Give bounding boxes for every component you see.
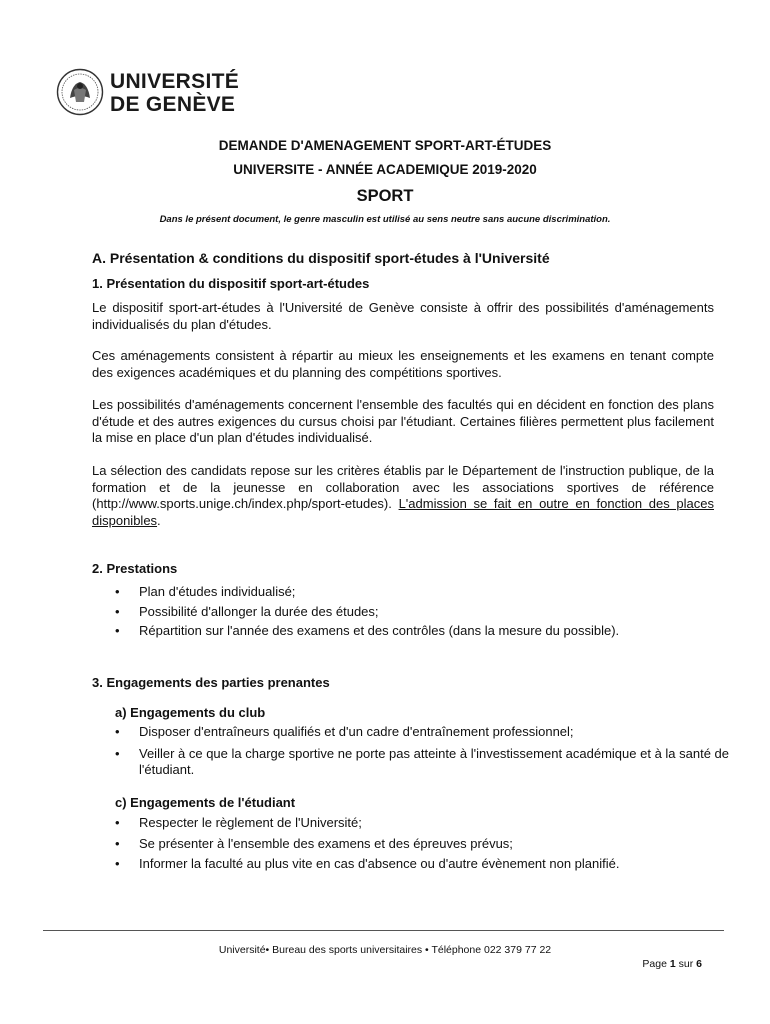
list-item: • Possibilité d'allonger la durée des études; (92, 604, 732, 621)
logo-line-1: UNIVERSITÉ (110, 70, 240, 93)
prestations-list (92, 584, 732, 640)
footer-contact: Université• Bureau des sports universitaires • Téléphone 022 379 77 22 (218, 944, 552, 956)
document-title: DEMANDE D'AMENAGEMENT SPORT-ART-ÉTUDES (218, 138, 552, 153)
list-item: • Informer la faculté au plus vite en cas d'absence ou d'autre évènement non planifié. (92, 856, 732, 873)
admission-note: L'admission se fait en outre en fonction des places disponibles (92, 496, 714, 528)
paragraph-4 (92, 463, 714, 529)
paragraph-4-text: La sélection des candidats repose sur les critères établis par le Département de l'instruction publique, de la formation et de la jeunesse en collaboration avec les associations sportives de référence (http://www.sports.unige.ch/index.php/sport-etudes). (92, 463, 714, 511)
list-item: • Se présenter à l'ensemble des examens et des épreuves prévus; (92, 836, 732, 853)
club-engagements-title: a) Engagements du club (115, 705, 266, 720)
paragraph-2: Ces aménagements consistent à répartir au mieux les enseignements et les examens en tenant compte des exigences académiques et du planning des compétitions sportives. (92, 348, 714, 380)
paragraph-1: Le dispositif sport-art-études à l'Université de Genève consiste à offrir des possibilités d'aménagements individualisés du plan d'études. (92, 300, 714, 332)
page-separator: sur (678, 958, 694, 970)
list-item: • Disposer d'entraîneurs qualifiés et d'un cadre d'entraînement professionnel; (92, 724, 732, 741)
student-engagements-title: c) Engagements de l'étudiant (115, 795, 296, 810)
paragraph-3: Les possibilités d'aménagements concernent l'ensemble des facultés qui en décident en fonction des plans d'étude et des autres exigences du cursus choisi par l'étudiant. Certaines filières permettent plus facilement la mise en place d'un plan d'études individualisé. (92, 397, 714, 445)
paragraph-4-end: . (157, 512, 161, 528)
list-item: • Veiller à ce que la charge sportive ne porte pas atteinte à l'investissement académique et à la santé de l'étudiant. (92, 746, 732, 779)
list-item: • Plan d'études individualisé; (92, 584, 732, 601)
page-current: 1 (669, 958, 676, 970)
section-a-title: A. Présentation & conditions du dispositif sport-études à l'Université (92, 250, 550, 266)
page-number (642, 958, 702, 970)
list-item: • Répartition sur l'année des examens et des contrôles (dans la mesure du possible). (92, 623, 732, 640)
university-logo (56, 68, 256, 118)
subsection-1-title: 1. Présentation du dispositif sport-art-études (92, 276, 370, 291)
student-engagements-list (92, 815, 732, 873)
university-seal-icon (56, 68, 104, 116)
subsection-2-title: 2. Prestations (92, 561, 178, 576)
subsection-3-title: 3. Engagements des parties prenantes (92, 675, 330, 690)
footer-divider (43, 930, 724, 931)
academic-year-title: UNIVERSITE - ANNÉE ACADEMIQUE 2019-2020 (233, 162, 537, 177)
sport-heading: SPORT (356, 187, 414, 205)
gender-disclaimer: Dans le présent document, le genre masculin est utilisé au sens neutre sans aucune discrimination. (159, 214, 611, 225)
logo-line-2: DE GENÈVE (110, 93, 236, 116)
logo-text (110, 70, 239, 116)
list-item: • Respecter le règlement de l'Université; (92, 815, 732, 832)
page-label: Page (642, 958, 667, 970)
page-total: 6 (696, 958, 702, 970)
club-engagements-list (92, 724, 732, 779)
